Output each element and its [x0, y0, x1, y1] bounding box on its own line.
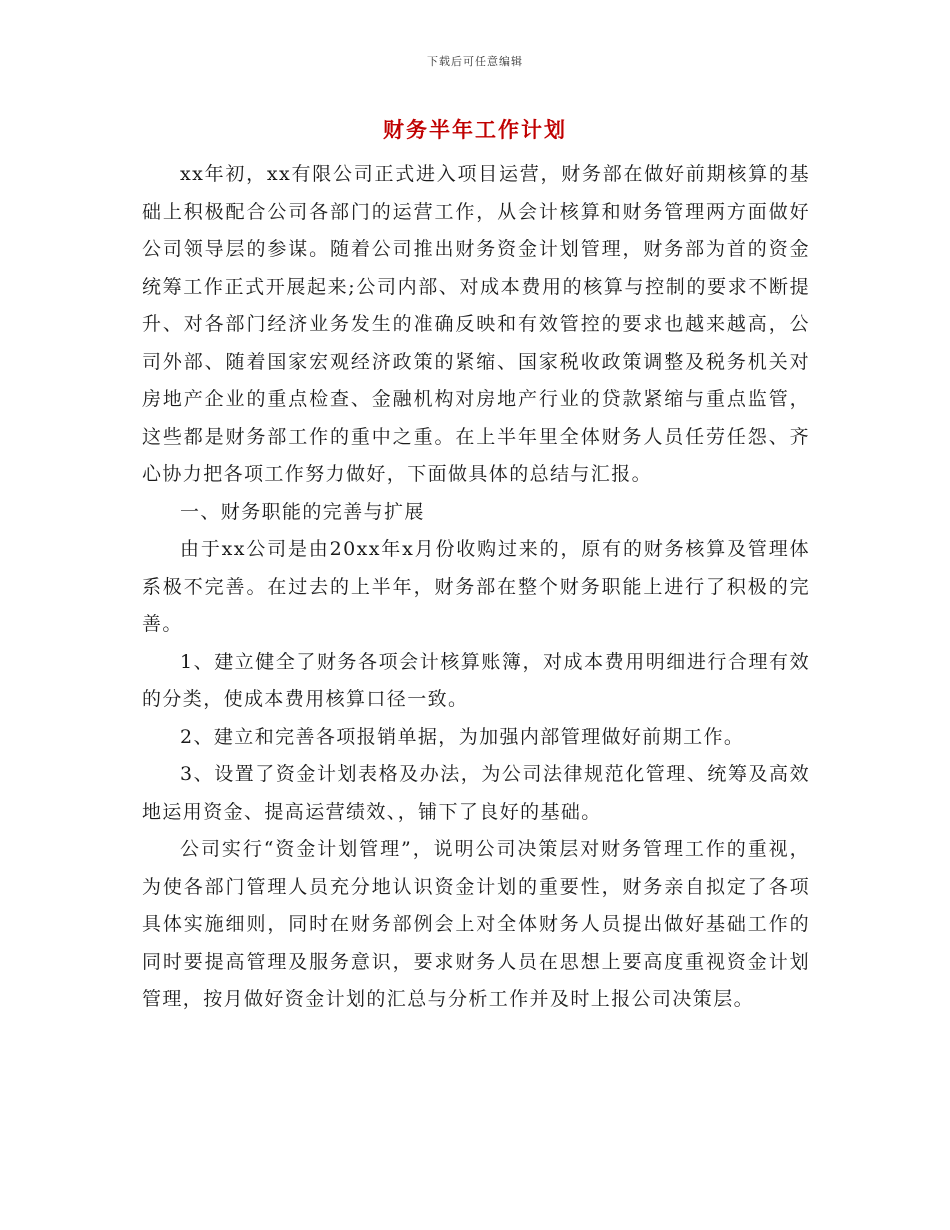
paragraph-intro: xx年初，xx有限公司正式进入项目运营，财务部在做好前期核算的基础上积极配合公司各部门的运营工作，从会计核算和财务管理两方面做好公司领导层的参谋。随着公司推出财务资金计划管理，财务部为首的资金统筹工作正式开展起来;公司内部、对成本费用的核算与控制的要求不断提升、对各部门经济业务发生的准确反映和有效管控的要求也越来越高，公司外部、随着国家宏观经济政策的紧缩、国家税收政策调整及税务机关对房地产企业的重点检查、金融机构对房地产行业的贷款紧缩与重点监管，这些都是财务部工作的重中之重。在上半年里全体财务人员任劳任怨、齐心协力把各项工作努力做好，下面做具体的总结与汇报。	[142, 163, 810, 485]
document-title: 财务半年工作计划	[383, 117, 567, 142]
list-item-2: 2、建立和完善各项报销单据，为加强内部管理做好前期工作。	[180, 725, 745, 748]
paragraph-background: 由于xx公司是由20xx年x月份收购过来的，原有的财务核算及管理体系极不完善。在过去的上半年，财务部在整个财务职能上进行了积极的完善。	[142, 538, 810, 635]
list-item-3: 3、设置了资金计划表格及办法，为公司法律规范化管理、统筹及高效地运用资金、提高运营绩效、，铺下了良好的基础。	[142, 763, 810, 823]
document-body	[142, 156, 810, 1019]
paragraph-capital-plan: 公司实行“资金计划管理”，说明公司决策层对财务管理工作的重视，为使各部门管理人员充分地认识资金计划的重要性，财务亲自拟定了各项具体实施细则，同时在财务部例会上对全体财务人员提出做好基础工作的同时要提高管理及服务意识，要求财务人员在思想上要高度重视资金计划管理，按月做好资金计划的汇总与分析工作并及时上报公司决策层。	[142, 838, 810, 1010]
header-note: 下载后可任意编辑	[427, 55, 523, 68]
section-heading-1: 一、财务职能的完善与扩展	[180, 500, 425, 523]
list-item-1: 1、建立健全了财务各项会计核算账簿，对成本费用明细进行合理有效的分类，使成本费用核算口径一致。	[142, 650, 810, 710]
